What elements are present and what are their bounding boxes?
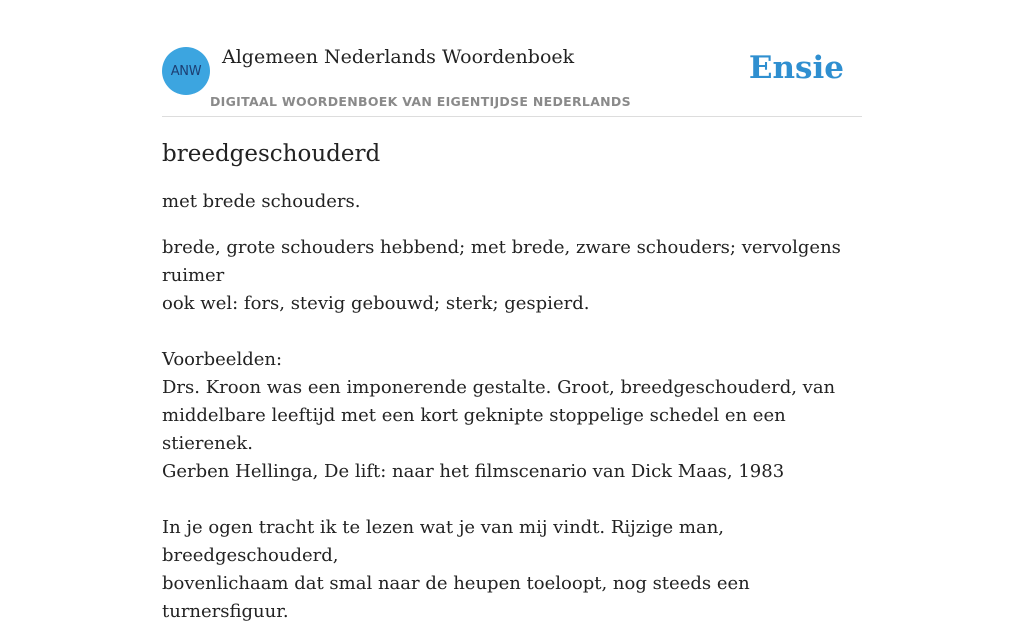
definition-block [162, 234, 862, 626]
site-title[interactable]: Algemeen Nederlands Woordenboek [222, 46, 575, 68]
anw-logo[interactable] [162, 47, 210, 95]
example-1-line: middelbare leeftijd met een kort geknipte stoppelige schedel en een stierenek. [162, 405, 786, 454]
site-subtitle: DIGITAAL WOORDENBOEK VAN EIGENTIJDSE NEDERLANDS [210, 94, 631, 109]
short-definition: met brede schouders. [162, 191, 361, 212]
example-2-line: In je ogen tracht ik te lezen wat je van mij vindt. Rijzige man, breedgeschouderd, [162, 517, 725, 566]
headword: breedgeschouderd [162, 141, 381, 167]
example-1-line: Drs. Kroon was een imponerende gestalte. Groot, breedgeschouderd, van [162, 377, 836, 398]
example-2-line: bovenlichaam dat smal naar de heupen toeloopt, nog steeds een turnersfiguur. [162, 573, 750, 622]
definition-line: brede, grote schouders hebbend; met brede, zware schouders; vervolgens ruimer [162, 237, 841, 286]
spacer [162, 486, 862, 514]
anw-logo-text: ANW [170, 63, 202, 79]
examples-label: Voorbeelden: [162, 349, 283, 370]
entry-content [162, 138, 862, 626]
site-header [162, 40, 862, 117]
example-1-source: Gerben Hellinga, De lift: naar het filmscenario van Dick Maas, 1983 [162, 461, 785, 482]
spacer [162, 318, 862, 346]
ensie-logo-link[interactable]: Ensie [748, 50, 844, 86]
definition-line: ook wel: fors, stevig gebouwd; sterk; gespierd. [162, 293, 590, 314]
